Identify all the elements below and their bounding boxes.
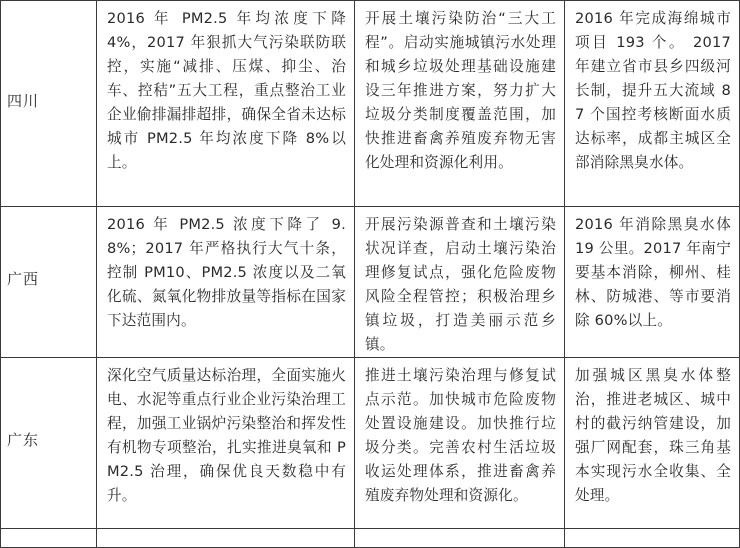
table-row — [1, 1, 740, 207]
water-measures-text: 2016 年消除黑臭水体 19 公里。2017 年南宁要基本消除，柳州、桂林、防城港、等市要消除 60%以上。 — [575, 216, 731, 329]
empty-cell — [355, 529, 565, 548]
empty-cell — [565, 529, 740, 548]
air-measures-text: 深化空气质量达标治理，全面实施火电、水泥等重点行业企业污染治理工程，加强工业锅炉污染整治和挥发性有机物专项整治，扎实推进臭氧和 PM2.5 治理，确保优良天数稳中有升。 — [107, 367, 346, 504]
province-label: 广西 — [7, 270, 40, 288]
province-label: 四川 — [7, 91, 40, 110]
air-cell — [97, 1, 355, 207]
empty-cell — [97, 529, 355, 548]
water-cell — [565, 1, 740, 207]
air-measures-text: 2016 年 PM2.5 年均浓度下降 4%，2017 年狠抓大气污染联防联控，实施“减排、压煤、抑尘、治车、控秸”五大工程，重点整治工业企业偷排漏排超排，确保全省未达标城市 PM2.5 年均浓度下降 8%以上。 — [107, 10, 346, 171]
water-cell — [565, 207, 740, 358]
province-label: 广东 — [7, 431, 40, 449]
province-cell — [1, 358, 97, 529]
empty-cell — [1, 529, 97, 548]
soil-cell — [355, 207, 565, 358]
water-cell — [565, 358, 740, 529]
water-measures-text: 2016 年完成海绵城市项目 193 个。 2017 年建立省市县乡四级河长制，提升五大流域 87 个国控考核断面水质达标率，成都主城区全部消除黑臭水体。 — [575, 10, 731, 171]
air-cell — [97, 358, 355, 529]
table-row — [1, 207, 740, 358]
table-row — [1, 358, 740, 529]
province-cell — [1, 1, 97, 207]
soil-measures-text: 开展土壤污染防治“三大工程”。启动实施城镇污水处理和城乡垃圾处理基础设施建设三年推进方案，努力扩大垃圾分类制度覆盖范围，加快推进畜禽养殖废弃物无害化处理和资源化利用。 — [365, 10, 556, 171]
air-measures-text: 2016 年 PM2.5 浓度下降了 9.8%；2017 年严格执行大气十条，控制 PM10、PM2.5 浓度以及二氧化硫、氮氧化物排放量等指标在国家下达范围内。 — [107, 216, 346, 329]
soil-measures-text: 开展污染源普查和土壤污染状况详查，启动土壤污染治理修复试点，强化危险废物风险全程管控；积极治理乡镇垃圾，打造美丽示范乡镇。 — [365, 216, 556, 353]
soil-cell — [355, 358, 565, 529]
water-measures-text: 加强城区黑臭水体整治，推进老城区、城中村的截污纳管建设，加强厂网配套，珠三角基本实现污水全收集、全处理。 — [575, 367, 731, 504]
air-cell — [97, 207, 355, 358]
soil-measures-text: 推进土壤污染治理与修复试点示范。加快城市危险废物处置设施建设。加快推行垃圾分类。完善农村生活垃圾收运处理体系，推进畜禽养殖废弃物处理和资源化。 — [365, 367, 556, 504]
soil-cell — [355, 1, 565, 207]
table-row-partial — [1, 529, 740, 548]
province-cell — [1, 207, 97, 358]
